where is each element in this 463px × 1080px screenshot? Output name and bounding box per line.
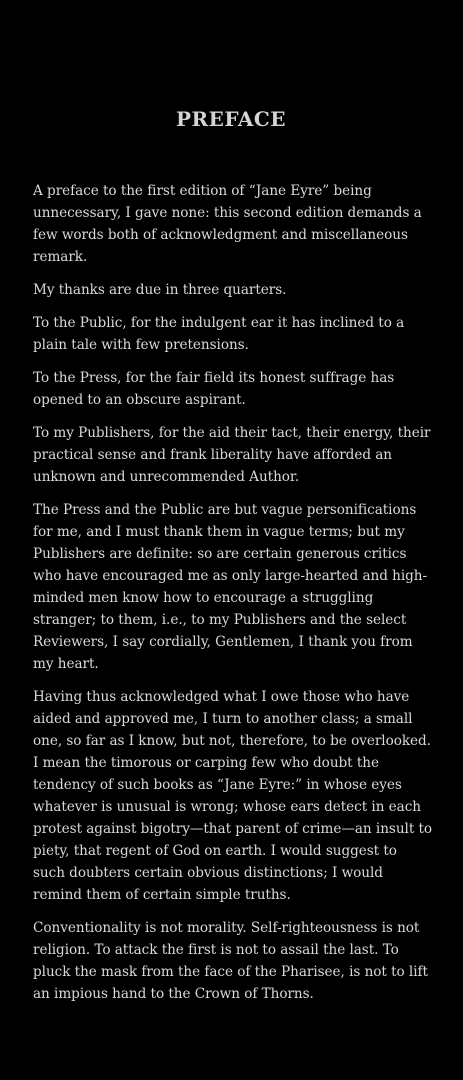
paragraph: A preface to the first edition of “Jane Eyre” being unnecessary, I gave none: this second edition demands a few words both of acknowledgment and miscellaneous remark. <box>33 183 422 265</box>
document-page <box>33 0 433 1016</box>
paragraph: The Press and the Public are but vague personifications for me, and I must thank them in vague terms; but my Publishers are definite: so are certain generous critics who have encouraged me as only large-hearted and high-minded men know how to encourage a struggling stranger; to them, i.e., to my Publishers and the select Reviewers, I say cordially, Gentlemen, I thank you from my heart. <box>33 502 428 672</box>
preface-body <box>33 180 433 1005</box>
paragraph: To the Press, for the fair field its honest suffrage has opened to an obscure aspirant. <box>33 370 395 408</box>
paragraph: My thanks are due in three quarters. <box>33 282 287 298</box>
paragraph: Conventionality is not morality. Self-righteousness is not religion. To attack the first is not to assail the last. To pluck the mask from the face of the Pharisee, is not to lift an impious hand to the Crown of Thorns. <box>33 920 428 1002</box>
chapter-title: PREFACE <box>175 107 287 131</box>
paragraph: Having thus acknowledged what I owe those who have aided and approved me, I turn to another class; a small one, so far as I know, but not, therefore, to be overlooked. I mean the timorous or carping few who doubt the tendency of such books as “Jane Eyre:” in whose eyes whatever is unusual is wrong; whose ears detect in each protest against bigotry—that parent of crime—an insult to piety, that regent of God on earth. I would suggest to such doubters certain obvious distinctions; I would remind them of certain simple truths. <box>33 689 433 903</box>
paragraph: To my Publishers, for the aid their tact, their energy, their practical sense and frank liberality have afforded an unknown and unrecommended Author. <box>33 425 431 485</box>
paragraph: To the Public, for the indulgent ear it has inclined to a plain tale with few pretensions. <box>33 315 405 353</box>
